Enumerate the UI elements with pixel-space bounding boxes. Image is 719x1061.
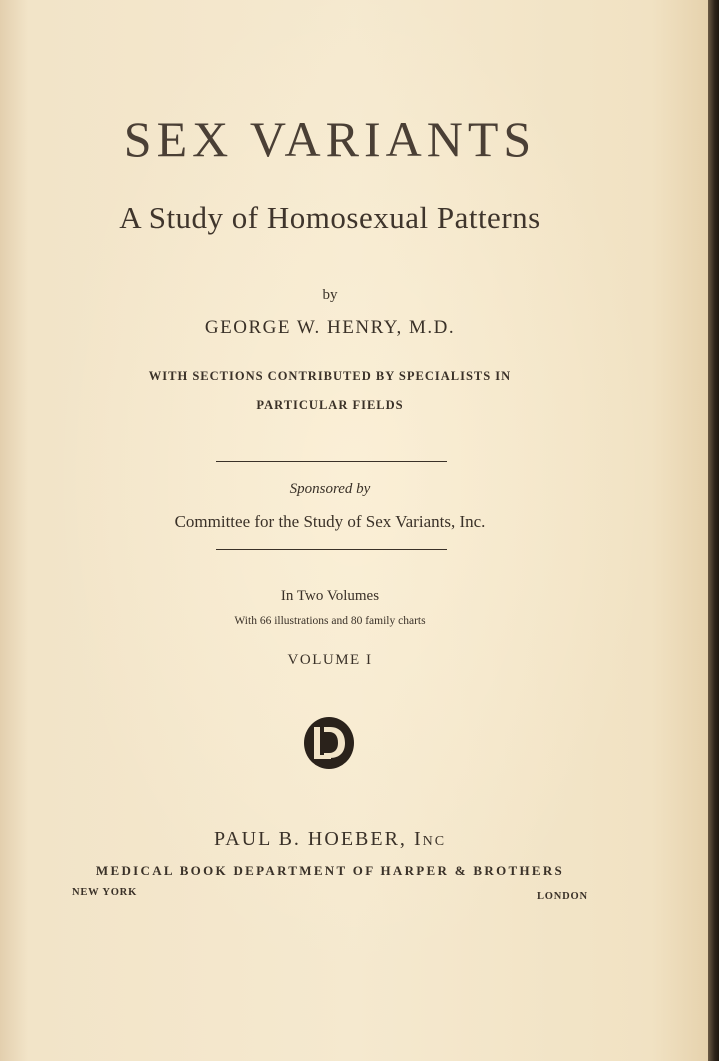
publisher-inc: Inc (413, 828, 447, 850)
book-title: SEX VARIANTS (123, 111, 537, 167)
divider-bottom (216, 549, 447, 550)
by-line: by (322, 287, 338, 303)
publisher-name (0, 828, 660, 851)
city-london: LONDON (537, 891, 588, 902)
publisher-monogram-icon (303, 716, 355, 770)
book-subtitle: A Study of Homosexual Patterns (119, 200, 541, 235)
divider-top (216, 461, 447, 462)
contributions-line-2: PARTICULAR FIELDS (256, 398, 404, 412)
book-spine-edge (708, 0, 719, 1061)
volume-count: In Two Volumes (280, 588, 380, 604)
contributions-line-1: WITH SECTIONS CONTRIBUTED BY SPECIALISTS IN (148, 369, 512, 383)
publisher-department: MEDICAL BOOK DEPARTMENT OF HARPER & BROTHERS (95, 863, 565, 878)
publisher-name-text: PAUL B. HOEBER, (213, 828, 414, 850)
author-name: GEORGE W. HENRY, M.D. (204, 317, 456, 338)
city-new-york: NEW YORK (72, 887, 138, 898)
sponsored-by-label: Sponsored by (289, 481, 371, 497)
sponsor-committee: Committee for the Study of Sex Variants, Inc. (174, 512, 486, 531)
illustrations-note: With 66 illustrations and 80 family charts (234, 615, 426, 627)
volume-number: VOLUME I (287, 652, 373, 668)
